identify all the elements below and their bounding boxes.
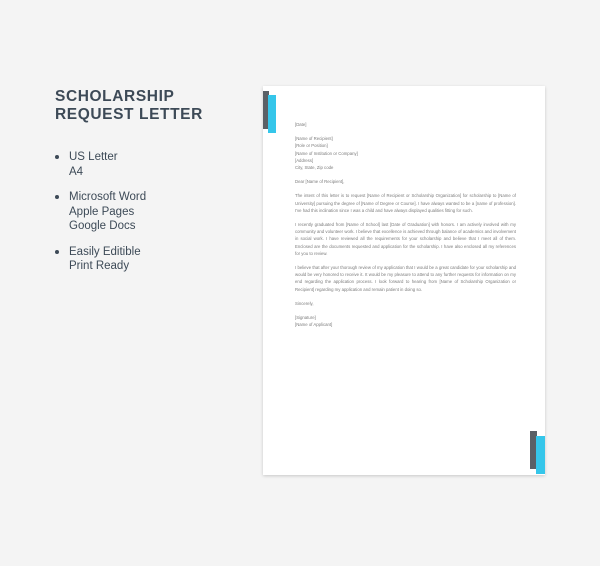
feature-item: Easily Editible xyxy=(69,245,141,258)
feature-item: A4 xyxy=(69,165,84,178)
letter-paragraph: I recently graduated from [Name of School] last [Date of Graduation] with honors. I am actively involved with my community and volunteer work. I believe that excellence is achieved through balance of academics and involvement in social work. I have reviewed all the requirements for your scholarship and believe that I meet all of them. Enclosed are the documents requested and application for the scholarship. I have also enclosed all my references for you to review. xyxy=(295,222,516,256)
address-line: [Name of Recipient] xyxy=(295,136,333,142)
letter-signature: [Signature] xyxy=(295,315,316,321)
address-line: [Role or Position] xyxy=(295,143,328,149)
feature-item: Apple Pages xyxy=(69,205,135,218)
feature-item: Print Ready xyxy=(69,260,130,272)
feature-group-qualities xyxy=(55,245,146,274)
bullet-icon xyxy=(55,195,59,199)
letter-date: [Date] xyxy=(295,122,307,127)
feature-group-paper-size xyxy=(55,150,146,179)
letter-paragraph: I believe that after your thorough review of my application that I would be a great candidate for your scholarship and would be very honored to receive it. It would be my pleasure to attend to any further requests for information on my end regarding the application process. I look forward to hearing from [Name of Scholarship Organization or Recipient] regarding my application and remain patient in doing so. xyxy=(295,265,516,292)
recipient-address xyxy=(295,135,516,171)
letter-paragraph: The intent of this letter is to request [Name of Recipient or Scholarship Organization] for scholarship to [Name of University] pursuing the degree of [Name of Degree or Course]. I have always wanted to be a [name of profession]. I've had this inclination since I was a child and have always displayed qualities fitting for such. xyxy=(295,193,516,213)
page-title: SCHOLARSHIP REQUEST LETTER xyxy=(55,88,203,123)
corner-accent-blue-bottom xyxy=(536,436,545,474)
bullet-icon xyxy=(55,155,59,159)
feature-item: Microsoft Word xyxy=(69,191,147,203)
feature-group-software xyxy=(55,190,146,234)
feature-item: Google Docs xyxy=(69,220,136,232)
letter-closing: Sincerely, xyxy=(295,300,314,306)
address-line: [Name of Institution or Company] xyxy=(295,150,358,156)
letter-applicant: [Name of Applicant] xyxy=(295,322,333,328)
bullet-icon xyxy=(55,250,59,254)
letter-salutation: Dear [Name of Recipient], xyxy=(295,179,345,185)
address-line: City, State, Zip code xyxy=(295,165,334,171)
feature-item: US Letter xyxy=(69,151,118,163)
corner-accent-blue-top xyxy=(268,95,276,133)
letter-body xyxy=(295,121,516,328)
address-line: [Address] xyxy=(295,157,314,163)
feature-list xyxy=(55,150,146,285)
